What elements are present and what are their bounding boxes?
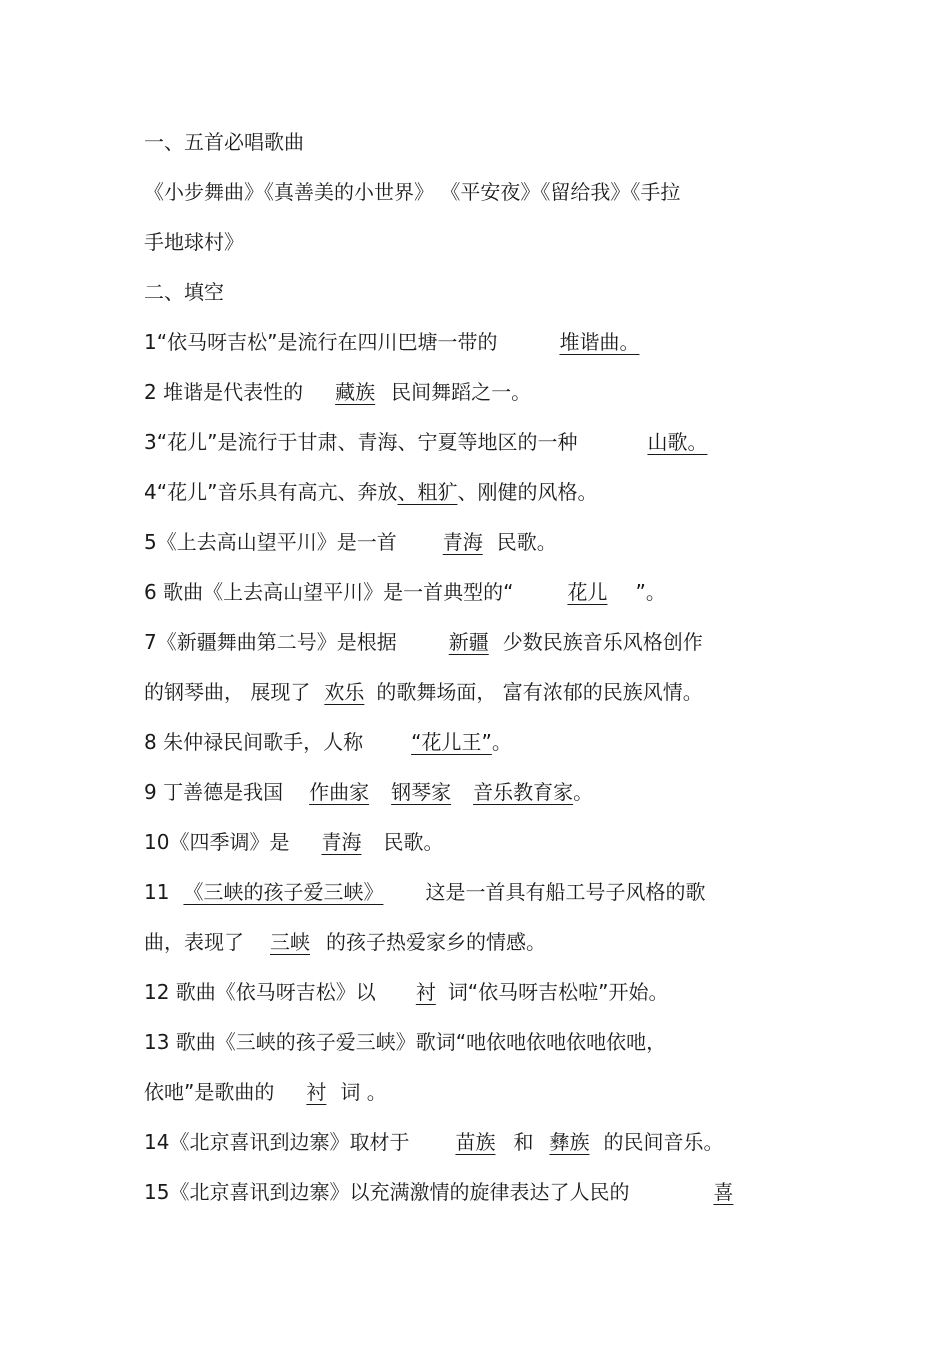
list-item: 曲，表现了 三峡 的孩子热爱家乡的情感。 xyxy=(144,930,546,954)
answer-blank: 喜 xyxy=(713,1180,734,1204)
answer-blank: 欢乐 xyxy=(324,680,365,704)
list-item: 5《上去高山望平川》是一首 青海 民歌。 xyxy=(144,530,557,554)
answer-blank: 三峡 xyxy=(270,930,310,954)
songs-line-1: 《小步舞曲》《真善美的小世界》 《平安夜》《留给我》《手拉 xyxy=(144,180,681,204)
section1-heading: 一、五首必唱歌曲 xyxy=(144,130,304,154)
list-item: 6 歌曲《上去高山望平川》是一首典型的“ 花儿 ”。 xyxy=(144,580,666,604)
list-item: 10《四季调》是 青海 民歌。 xyxy=(144,830,444,854)
list-item: 12 歌曲《依马呀吉松》以 衬 词“依马呀吉松啦”开始。 xyxy=(144,980,669,1004)
answer-blank: 衬 xyxy=(415,980,436,1004)
answer-blank: 音乐教育家 xyxy=(473,780,574,804)
list-item: 的钢琴曲， 展现了 欢乐 的歌舞场面， 富有浓郁的民族风情。 xyxy=(144,680,703,704)
answer-blank: 山歌。 xyxy=(647,430,708,454)
answer-blank: 堆谐曲。 xyxy=(559,330,640,354)
answer-blank: “花儿王” xyxy=(411,730,492,754)
list-item: 15《北京喜讯到边寨》以充满激情的旋律表达了人民的 喜 xyxy=(144,1180,734,1204)
list-item: 依吔”是歌曲的 衬 词 。 xyxy=(144,1080,387,1104)
songs-line-2: 手地球村》 xyxy=(144,230,244,254)
answer-blank: 衬 xyxy=(306,1080,327,1104)
list-item: 8 朱仲禄民间歌手，人称 “花儿王”。 xyxy=(144,730,512,754)
section2-heading: 二、填空 xyxy=(144,280,224,304)
answer-blank: 青海 xyxy=(321,830,362,854)
answer-blank: 、粗犷 xyxy=(397,480,458,504)
answer-blank: 新疆 xyxy=(448,630,489,654)
answer-blank: 苗族 xyxy=(455,1130,496,1154)
list-item: 2 堆谐是代表性的 藏族 民间舞蹈之一。 xyxy=(144,380,532,404)
list-item: 14《北京喜讯到边寨》取材于 苗族 和 彝族 的民间音乐。 xyxy=(144,1130,724,1154)
answer-blank: 作曲家 xyxy=(309,780,370,804)
answer-blank: 《三峡的孩子爱三峡》 xyxy=(183,880,384,904)
answer-blank: 花儿 xyxy=(567,580,608,604)
answer-blank: 青海 xyxy=(442,530,483,554)
list-item: 11 《三峡的孩子爱三峡》 这是一首具有船工号子风格的歌 xyxy=(144,880,706,904)
list-item: 4“花儿”音乐具有高亢、奔放、粗犷、刚健的风格。 xyxy=(144,480,598,504)
list-item: 9 丁善德是我国 作曲家 钢琴家 音乐教育家。 xyxy=(144,780,594,804)
list-item: 1“依马呀吉松”是流行在四川巴塘一带的 堆谐曲。 xyxy=(144,328,659,356)
list-item: 7《新疆舞曲第二号》是根据 新疆 少数民族音乐风格创作 xyxy=(144,630,703,654)
answer-blank: 钢琴家 xyxy=(391,780,452,804)
list-item: 3“花儿”是流行于甘肃、青海、宁夏等地区的一种 山歌。 xyxy=(144,428,723,456)
answer-blank: 藏族 xyxy=(335,380,376,404)
list-item: 13 歌曲《三峡的孩子爱三峡》歌词“吔依吔依吔依吔依吔， xyxy=(144,1030,667,1054)
answer-blank: 彝族 xyxy=(549,1130,590,1154)
